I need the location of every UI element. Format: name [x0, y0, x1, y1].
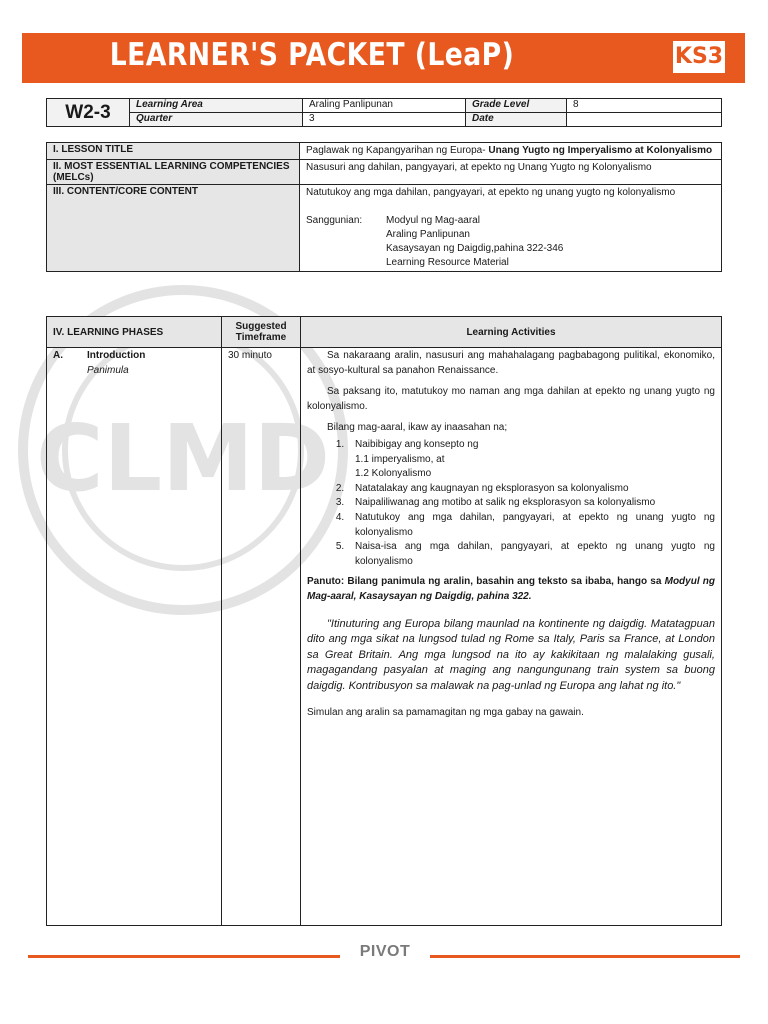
- col-timeframe: Suggested Timeframe: [222, 317, 301, 348]
- content-label: III. CONTENT/CORE CONTENT: [47, 185, 300, 272]
- footer-line-left: [28, 955, 340, 958]
- source-item: Kasaysayan ng Daigdig,pahina 322-346: [386, 243, 564, 254]
- melc-label: II. MOST ESSENTIAL LEARNING COMPETENCIES (MELCs): [47, 160, 300, 185]
- paragraph: Sa nakaraang aralin, nasusuri ang mahahalagang pagbabagong pulitikal, ekonomiko, at sosyo-kultural sa panahon Renaissance.: [307, 350, 715, 376]
- melc-value: Nasusuri ang dahilan, pangyayari, at epekto ng Unang Yugto ng Kolonyalismo: [300, 160, 722, 185]
- phase-name: Introduction: [87, 350, 146, 361]
- quarter-value: 3: [303, 113, 466, 127]
- lesson-title-label: I. LESSON TITLE: [47, 143, 300, 160]
- list-item: 3. Naipaliliwanag ang motibo at salik ng eksplorasyon sa kolonyalismo: [347, 496, 715, 511]
- footer-line-right: [430, 955, 740, 958]
- col-learning-phases: IV. LEARNING PHASES: [47, 317, 222, 348]
- quarter-label: Quarter: [130, 113, 303, 127]
- header-banner: [22, 33, 745, 83]
- grade-level-label: Grade Level: [466, 99, 567, 113]
- timeframe-value: 30 minuto: [222, 348, 301, 926]
- date-label: Date: [466, 113, 567, 127]
- ks-badge: KS3: [673, 41, 725, 73]
- sources-block: Sanggunian: Modyul ng Mag-aaral Araling Panlipunan Kasaysayan ng Daigdig,pahina 322-346 Learning Resource Material: [306, 215, 564, 268]
- col-activities: Learning Activities: [301, 317, 722, 348]
- instructions: Panuto: Bilang panimula ng aralin, basahin ang teksto sa ibaba, hango sa Modyul ng Mag-aaral, Kasaysayan ng Daigdig, pahina 322.: [307, 576, 715, 602]
- paragraph: Sa paksang ito, matutukoy mo naman ang mga dahilan at epekto ng unang yugto ng kolonyalismo.: [307, 386, 715, 412]
- learning-phases-table: [46, 316, 722, 926]
- info-table: [46, 98, 722, 127]
- content-value: Natutukoy ang mga dahilan, pangyayari, at epekto ng unang yugto ng kolonyalismo Sanggunian: Modyul ng Mag-aaral Araling Panlipunan Kasaysayan ng Daigdig,pahina 322-346 Learning Resource Material: [300, 185, 722, 272]
- page-title: LEARNER'S PACKET (LeaP): [109, 37, 515, 73]
- quote-block: "Itinuturing ang Europa bilang maunlad na kontinente ng daigdig. Matatagpuan dito ang mga sikat na lungsod tulad ng Rome sa Italy, Paris sa France, at London sa Great Britain. Ang mga lungsod na ito ay kakikitaan ng malalaking gusali, magagandang pasyalan at maging ang nangungunang train system sa buong daigdig. Kontribusyon sa malawak na pag-unlad ng Europa ang lahat ng ito.": [307, 617, 715, 692]
- watermark-text: CLMD: [35, 405, 331, 512]
- phase-sub: Panimula: [87, 364, 129, 376]
- pivot-logo: PIVOT: [359, 943, 411, 960]
- learning-area-value: Araling Panlipunan: [303, 99, 466, 113]
- lesson-title-value: Paglawak ng Kapangyarihan ng Europa- Unang Yugto ng Imperyalismo at Kolonyalismo: [300, 143, 722, 160]
- week-code: W2-3: [47, 99, 130, 127]
- source-item: Learning Resource Material: [386, 257, 509, 268]
- list-item: 5. Naisa-isa ang mga dahilan, pangyayari, at epekto ng unang yugto ng kolonyalismo: [347, 540, 715, 569]
- grade-level-value: 8: [567, 99, 722, 113]
- activities-cell: [301, 348, 722, 926]
- learning-area-label: Learning Area: [130, 99, 303, 113]
- paragraph: Bilang mag-aaral, ikaw ay inaasahan na;: [327, 422, 508, 434]
- source-item: Araling Panlipunan: [386, 229, 470, 240]
- source-item: Modyul ng Mag-aaral: [386, 215, 480, 226]
- list-item: 1. Naibibigay ang konsepto ng 1.1 imperyalismo, at 1.2 Kolonyalismo: [347, 438, 715, 482]
- date-value[interactable]: [567, 113, 722, 127]
- list-item: 2. Natatalakay ang kaugnayan ng eksplorasyon sa kolonyalismo: [347, 482, 715, 497]
- list-item: 4. Natutukoy ang mga dahilan, pangyayari, at epekto ng unang yugto ng kolonyalismo: [347, 511, 715, 540]
- closing-text: Simulan ang aralin sa pamamagitan ng mga gabay na gawain.: [307, 707, 584, 718]
- objectives-list: [307, 438, 715, 569]
- lesson-table: [46, 142, 722, 272]
- phase-cell: A. Introduction Panimula: [47, 348, 222, 926]
